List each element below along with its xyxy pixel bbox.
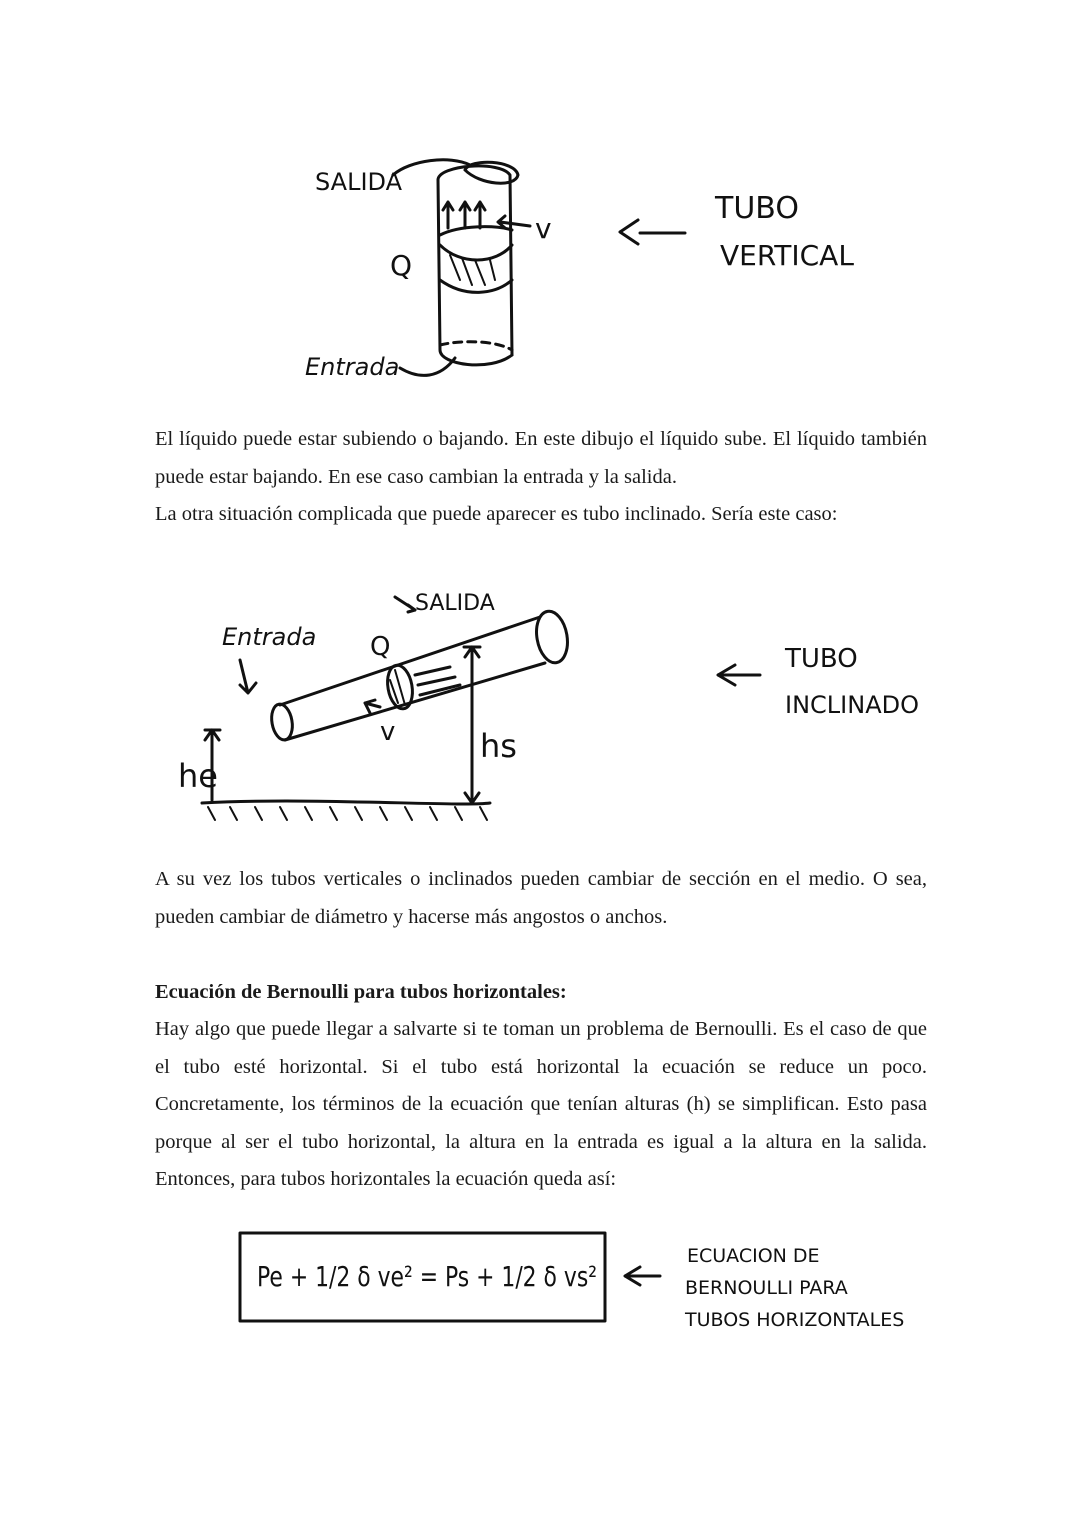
paragraph-3: Hay algo que puede llegar a salvarte si te toman un problema de Bernoulli. Es el caso de que el tubo esté horizontal. Si el tubo está horizontal la ecuación se reduce un poco. Concretamente, los términos de la ecuación que tenían alturas (h) se simplifican. Esto pasa porque al ser el tubo horizontal, la altura en la entrada es igual a la altura en la salida. Entonces, para tubos horizontales la ecuación queda así: — [155, 1018, 927, 1191]
inclined-label-hs: hs — [480, 727, 517, 765]
vertical-label-entrada: Entrada — [305, 353, 400, 381]
inclined-caption-line1: TUBO — [785, 644, 858, 674]
vertical-label-salida: SALIDA — [315, 168, 403, 196]
vertical-label-v: v — [535, 212, 552, 245]
inclined-label-he: he — [178, 757, 218, 795]
paragraph-2: A su vez los tubos verticales o inclinados pueden cambiar de sección en el medio. O sea, pueden cambiar de diámetro y hacerse más angostos o anchos. — [155, 868, 927, 928]
vertical-label-q: Q — [390, 249, 413, 282]
equation-caption-line1: ECUACION DE — [687, 1245, 820, 1267]
inclined-label-v: v — [380, 717, 396, 747]
figure-inclined-tube — [160, 575, 930, 835]
figure-vertical-tube — [290, 140, 870, 390]
arrow-left-icon — [625, 1267, 660, 1285]
inclined-label-entrada: Entrada — [222, 623, 317, 651]
equation-text: Pe + 1/2 δ ve² = Ps + 1/2 δ vs² — [257, 1260, 597, 1293]
paragraph-1 — [155, 421, 927, 534]
paragraph-1-line-2: La otra situación complicada que puede aparecer es tubo inclinado. Sería este caso: — [155, 503, 838, 526]
paragraph-1-line-1: El líquido puede estar subiendo o bajando. En este dibujo el líquido sube. El líquido también puede estar bajando. En ese caso cambian la entrada y la salida. — [155, 428, 927, 488]
figure-bernoulli-equation — [235, 1230, 905, 1340]
vertical-caption-line1: TUBO — [715, 191, 799, 226]
equation-caption-line2: BERNOULLI PARA — [685, 1277, 848, 1299]
section-heading: Ecuación de Bernoulli para tubos horizontales: — [155, 981, 567, 1003]
inclined-label-salida: SALIDA — [415, 591, 495, 616]
vertical-caption-line2: VERTICAL — [720, 239, 854, 272]
vertical-tube-drawing — [393, 160, 685, 376]
equation-caption-line3: TUBOS HORIZONTALES — [685, 1309, 905, 1331]
inclined-caption-line2: INCLINADO — [785, 691, 919, 719]
inclined-label-q: Q — [370, 632, 391, 662]
